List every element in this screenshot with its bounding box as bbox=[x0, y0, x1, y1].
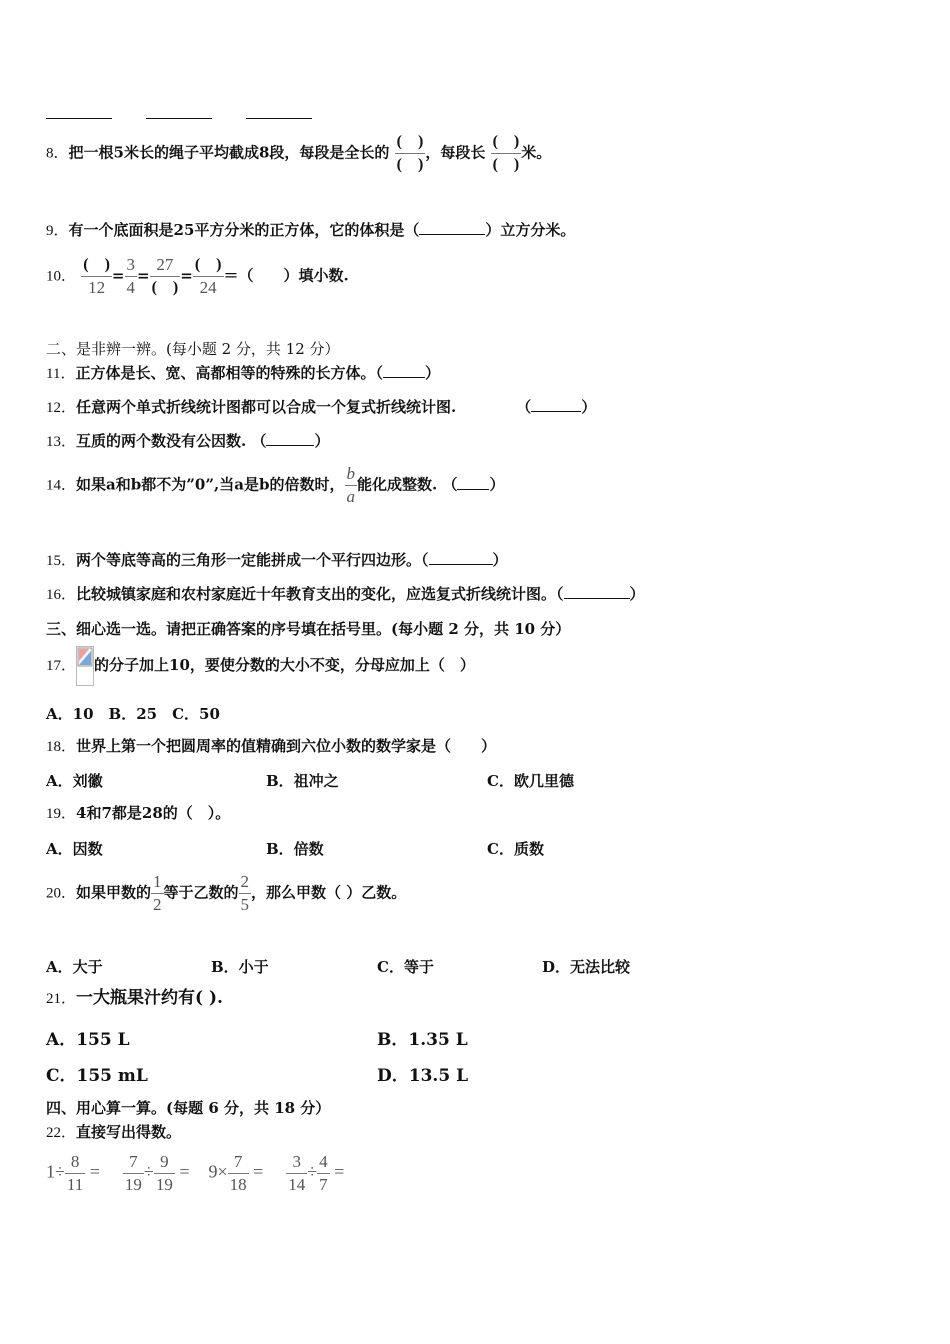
fraction-b-over-a: $\frac{b}{a}$ bbox=[346, 464, 355, 506]
answer-blank[interactable] bbox=[146, 104, 212, 119]
option-b[interactable]: B．倍数 bbox=[266, 840, 324, 858]
fraction-1[interactable]: $\frac{( )}{12}$ bbox=[83, 256, 110, 297]
expr-2: $\frac{7}{19}$ bbox=[124, 1152, 142, 1194]
calc-row: 1÷ $\frac{8}{11}$ = $\frac{7}{19}$ ÷ $\frac{9}{19}$ = 9× $\frac{7}{18}$ = $\frac{3}{14}$ ÷ $\frac{4}{7}$ = bbox=[46, 1152, 345, 1194]
fraction-blank[interactable]: $\frac{( )}{( )}$ bbox=[492, 133, 520, 173]
fraction-one-half: $\frac{1}{2}$ bbox=[153, 872, 162, 914]
question-10: 10． $\frac{( )}{12}$ = $\frac{3}{4}$ = $\frac{27}{( )}$ = $\frac{( )}{24}$ ＝（ ）填小数. bbox=[46, 255, 349, 297]
question-17: 17． 的分子加上10，要使分数的大小不变，分母应加上（ ） bbox=[46, 646, 475, 686]
question-15: 15．两个等底等高的三角形一定能拼成一个平行四边形。（ ） bbox=[46, 551, 508, 569]
option-a[interactable]: A．大于 bbox=[46, 958, 103, 976]
question-number: 8． bbox=[46, 145, 69, 162]
option-d[interactable]: D．13.5 L bbox=[377, 1066, 469, 1086]
question-13: 13．互质的两个数没有公因数. （ ） bbox=[46, 432, 330, 450]
fraction-blank[interactable]: $\frac{( )}{( )}$ bbox=[396, 133, 424, 173]
question-18: 18．世界上第一个把圆周率的值精确到六位小数的数学家是（ ） bbox=[46, 737, 497, 755]
option-c[interactable]: C．155 mL bbox=[46, 1066, 148, 1086]
section-3-title: 三、细心选一选。请把正确答案的序号填在括号里。(每小题 2 分，共 10 分） bbox=[46, 620, 571, 638]
answer-blank[interactable] bbox=[246, 104, 312, 119]
section-4-title: 四、用心算一算。(每题 6 分，共 18 分） bbox=[46, 1099, 331, 1117]
answer-blank[interactable] bbox=[383, 363, 425, 378]
option-c[interactable]: C．等于 bbox=[377, 958, 434, 976]
expr-4: $\frac{3}{14}$ bbox=[288, 1152, 306, 1194]
question-20: 20．如果甲数的 $\frac{1}{2}$ 等于乙数的 $\frac{2}{5}$ ，那么甲数（ ）乙数。 bbox=[46, 872, 407, 914]
answer-blank[interactable] bbox=[531, 397, 581, 412]
fraction-4[interactable]: $\frac{( )}{24}$ bbox=[194, 256, 222, 297]
question-21: 21．一大瓶果汁约有( ). bbox=[46, 988, 223, 1008]
question-9: 9．有一个底面积是25平方分米的正方体，它的体积是（ ）立方分米。 bbox=[46, 221, 576, 239]
option-a[interactable]: A．因数 bbox=[46, 840, 103, 858]
option-c[interactable]: C．质数 bbox=[487, 840, 544, 858]
question-12: 12．任意两个单式折线统计图都可以合成一个复式折线统计图. （ ） bbox=[46, 398, 597, 416]
expr-3: 9× bbox=[208, 1161, 228, 1182]
question-11: 11．正方体是长、宽、高都相等的特殊的长方体。（ ） bbox=[46, 364, 440, 382]
fraction-two-fifths: $\frac{2}{5}$ bbox=[240, 872, 250, 914]
question-8: 8．把一根5米长的绳子平均截成8段，每段是全长的 $\frac{( )}{( )}$ ，每段长 $\frac{( )}{( )}$ 米。 bbox=[46, 133, 552, 173]
answer-blank[interactable] bbox=[266, 431, 314, 446]
question-14: 14．如果a和b都不为”0”,当a是b的倍数时， $\frac{b}{a}$ 能化成整数. （ ） bbox=[46, 464, 505, 506]
answer-blank[interactable] bbox=[457, 475, 489, 490]
question-19: 19．4和7都是28的（ ）。 bbox=[46, 804, 231, 822]
fraction-3[interactable]: $\frac{27}{( )}$ bbox=[151, 255, 179, 296]
option-c[interactable]: C．欧几里德 bbox=[487, 772, 574, 790]
option-a[interactable]: A．155 L bbox=[46, 1030, 130, 1050]
option-d[interactable]: D．无法比较 bbox=[542, 958, 631, 976]
answer-blank[interactable] bbox=[564, 584, 630, 599]
option-a[interactable]: A．刘徽 bbox=[46, 772, 103, 790]
answer-blank[interactable] bbox=[419, 220, 485, 235]
question-number: 9． bbox=[46, 223, 69, 239]
option-b[interactable]: B．祖冲之 bbox=[266, 772, 339, 790]
answer-blank[interactable] bbox=[46, 104, 112, 119]
question-17-options[interactable]: A．10 B．25 C．50 bbox=[46, 705, 220, 723]
section-2-title: 二、是非辨一辨。(每小题 2 分，共 12 分） bbox=[46, 340, 340, 358]
question-16: 16．比较城镇家庭和农村家庭近十年教育支出的变化，应选复式折线统计图。（ ） bbox=[46, 585, 645, 603]
fraction-2: $\frac{3}{4}$ bbox=[126, 255, 135, 297]
option-b[interactable]: B．1.35 L bbox=[377, 1030, 468, 1050]
answer-blank[interactable] bbox=[429, 550, 493, 565]
option-b[interactable]: B．小于 bbox=[211, 958, 269, 976]
question-22: 22．直接写出得数。 bbox=[46, 1123, 182, 1141]
question-number: 10． bbox=[46, 268, 77, 285]
top-blanks bbox=[46, 104, 312, 123]
expr-1: 1÷ bbox=[46, 1161, 65, 1182]
fraction-image-icon bbox=[76, 646, 94, 686]
